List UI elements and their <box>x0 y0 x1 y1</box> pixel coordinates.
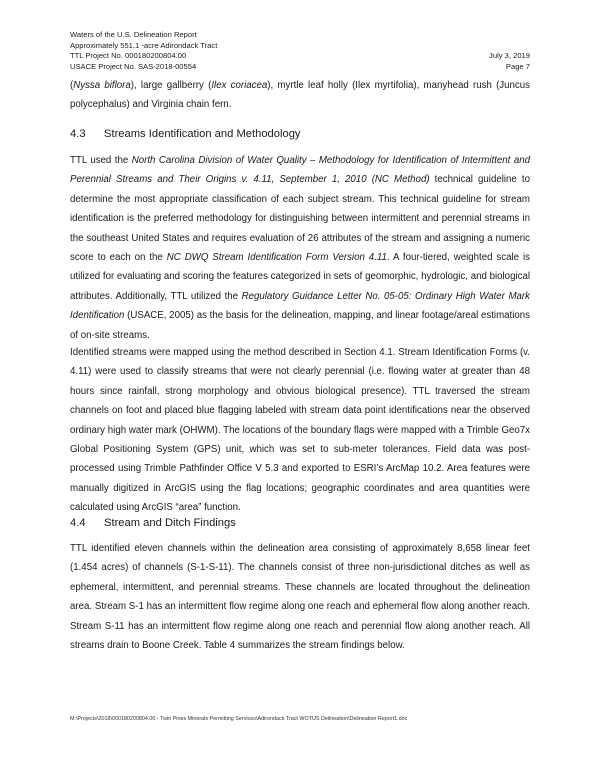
section-number: 4.3 <box>70 128 86 140</box>
text-run: technical guideline to determine the most appropriate classification of each subject stream. This technical guideline for stream identification is the preferred methodology for distinguishing between intermittent and perennial streams in the southeast United States and requires evaluation of 26 attributes of the stream and assigning a numeric score to each on the <box>70 174 530 264</box>
header-report-title: Waters of the U.S. Delineation Report <box>70 30 197 39</box>
section-4-3-paragraph-1 <box>70 151 530 345</box>
section-4-4-paragraph-1 <box>70 539 530 655</box>
section-4-3-paragraph-2 <box>70 343 530 518</box>
intro-paragraph <box>70 76 530 115</box>
section-title: Stream and Ditch Findings <box>104 517 236 529</box>
text-run: Identified streams were mapped using the method described in Section 4.1. Stream Identification Forms (v. 4.11) were used to classify streams that were not clearly perennial (i.e. flowing water at greater than 48 hours since rainfall, strong morphology and obvious biological presence). TTL traversed the stream channels on foot and placed blue flagging labeled with stream data point identifications near the observed ordinary high water mark (OHWM). The locations of the boundary flags were mapped with a Trimble Geo7x Global Positioning System (GPS) unit, which was set to sub-meter tolerances. Field data was post-processed using Trimble Pathfinder Office V 5.3 and exported to ESRI’s ArcMap 10.2. Area features were manually digitized in ArcGIS using the flag locations; geographic coordinates and area quantities were calculated using ArcGIS “area” function. <box>70 347 530 514</box>
section-title: Streams Identification and Methodology <box>104 128 301 140</box>
italic-text-run: NC DWQ Stream Identification Form Version 4.11 <box>166 252 387 264</box>
text-run: . A four-tiered, weighted scale is utilized for evaluating and scoring the features categorized in sets of geomorphic, hydrologic, and biological attributes. Additionally, TTL utilized the <box>70 252 530 302</box>
paragraph <box>70 343 530 518</box>
footer-file-path: M:\Projects\2018\000180200804.00 - Twin Pines Minerals Permitting Services\Adirondack Tract WOTUS Delineation\Delineation Report1.doc <box>70 716 408 722</box>
header-ttl-project: TTL Project No. 000180200804.00 <box>70 51 187 61</box>
italic-text-run: Ilex coriacea <box>211 80 268 91</box>
header-date: July 3, 2019 <box>489 51 530 60</box>
section-heading-4-4 <box>70 516 236 530</box>
header-right <box>489 51 530 72</box>
section-number: 4.4 <box>70 517 86 529</box>
header-page-number: Page 7 <box>505 61 530 71</box>
italic-text-run: North Carolina Division of Water Quality – Methodology for Identification of Intermittent and Perennial Streams and Their Origins v. 4.11, September 1, 2010 (NC Method) <box>70 155 530 186</box>
text-run: TTL identified eleven channels within the delineation area consisting of approximately 8,658 linear feet (1.454 acres) of channels (S-1-S-11). The channels consist of three non-jurisdictional ditches as well as ephemeral, intermittent, and perennial streams. These channels are located throughout the delineation area. Stream S-1 has an intermittent flow regime along one reach and ephemeral flow along another reach. Stream S-11 has an intermittent flow regime along one reach and perennial flow along another reach. All streams drain to Boone Creek. Table 4 summarizes the stream findings below. <box>70 543 530 652</box>
header-usace-project: USACE Project No. SAS-2018-00554 <box>70 61 197 71</box>
text-run: TTL used the <box>70 155 132 166</box>
text-run: ), large gallberry ( <box>130 80 212 91</box>
text-run: (USACE, 2005) as the basis for the delineation, mapping, and linear footage/areal estimations of on-site streams. <box>70 310 530 341</box>
paragraph <box>70 539 530 655</box>
italic-text-run: Regulatory Guidance Letter No. 05-05: Ordinary High Water Mark Identification <box>70 290 530 322</box>
italic-text-run: Nyssa biflora <box>73 80 131 91</box>
section-heading-4-3 <box>70 127 301 141</box>
paragraph <box>70 151 530 345</box>
header-tract: Approximately 551.1 -acre Adirondack Tract <box>70 40 218 50</box>
text-run: ), myrtle leaf holly (Ilex myrtifolia), manyhead rush (Juncus polycephalus) and Virginia chain fern. <box>70 80 530 111</box>
header-left <box>70 30 217 72</box>
text-run: ( <box>70 80 74 91</box>
intro-paragraph-block <box>70 76 530 115</box>
